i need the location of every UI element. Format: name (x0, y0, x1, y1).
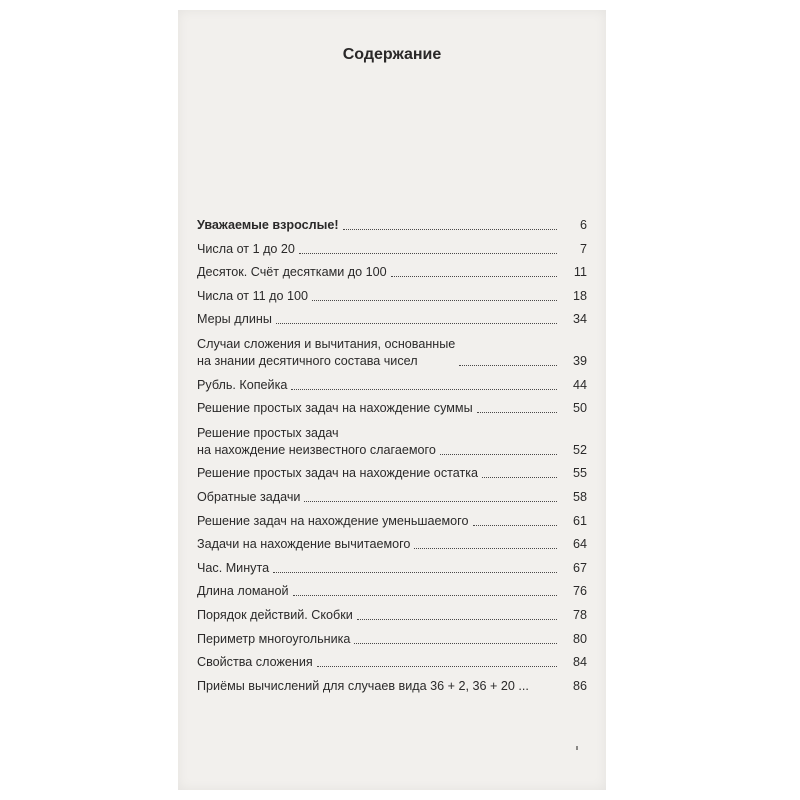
toc-entry-title: Решение простых задач на нахождение суммы (197, 401, 473, 416)
dot-leader (473, 525, 558, 526)
toc-entry[interactable] (197, 489, 587, 506)
toc-entry-title-line1: Решение простых задач (197, 425, 339, 440)
toc-entry[interactable] (197, 536, 587, 553)
toc-entry-page: 39 (572, 353, 587, 368)
dot-leader (317, 666, 557, 667)
toc-entry-title: Числа от 11 до 100 (197, 288, 309, 303)
dot-leader (273, 572, 557, 573)
toc-entry[interactable] (197, 513, 587, 530)
dot-leader (312, 300, 557, 301)
toc-entry[interactable] (197, 241, 587, 258)
toc-entry-page: 50 (572, 401, 587, 416)
dot-leader (354, 643, 557, 644)
toc-entry-page: 80 (572, 631, 587, 646)
dot-leader (276, 323, 557, 324)
toc-entry-page: 18 (572, 288, 587, 303)
dot-leader (440, 454, 557, 455)
toc-entry-title: Уважаемые взрослые! (197, 218, 339, 232)
toc-entry-title: Приёмы вычислений для случаев вида 36 + 2, 36 + 20 ... (197, 678, 529, 693)
toc-entry-page: 84 (572, 655, 587, 670)
toc-entry-page: 76 (572, 584, 587, 599)
toc-entry-page: 34 (572, 312, 587, 327)
toc-entry-title: Длина ломаной (197, 584, 289, 599)
toc-entry-page: 78 (572, 607, 587, 622)
toc-entry-title: Обратные задачи (197, 489, 301, 504)
toc-entry-title: Меры длины (197, 312, 272, 327)
page-mark (576, 746, 578, 750)
toc-entry[interactable] (197, 678, 587, 695)
dot-leader (391, 276, 557, 277)
toc-entry-page: 58 (572, 489, 587, 504)
page-title: Содержание (342, 46, 442, 63)
toc-entry[interactable] (197, 465, 587, 482)
toc-entry[interactable] (197, 377, 587, 394)
toc-entry[interactable] (197, 607, 587, 624)
toc-entry-title: Задачи на нахождение вычитаемого (197, 537, 411, 552)
toc-entry[interactable] (197, 335, 587, 370)
toc-entry[interactable] (197, 583, 587, 600)
toc-entry-page: 61 (572, 513, 587, 528)
toc-entry-page: 67 (572, 560, 587, 575)
toc-entry-title-line1: Случаи сложения и вычитания, основанные (197, 336, 456, 351)
dot-leader (482, 477, 557, 478)
toc-entry-title: Свойства сложения (197, 655, 313, 670)
toc-entry[interactable] (197, 311, 587, 328)
dot-leader (357, 619, 557, 620)
toc-entry-title: Решение задач на нахождение уменьшаемого (197, 513, 469, 528)
toc-entry-title: Числа от 1 до 20 (197, 241, 295, 256)
toc-entry-page: 64 (572, 537, 587, 552)
toc-entry[interactable] (197, 264, 587, 281)
toc-entry-page: 11 (573, 265, 587, 280)
toc-entry-page: 7 (579, 241, 587, 256)
toc-entry-page: 44 (572, 377, 587, 392)
toc-entry-title-line2: на нахождение неизвестного слагаемого (197, 442, 436, 457)
dot-leader (299, 253, 557, 254)
toc-entry[interactable] (197, 631, 587, 648)
dot-leader (293, 595, 557, 596)
dot-leader (304, 501, 557, 502)
dot-leader (477, 412, 557, 413)
toc-entry[interactable] (197, 288, 587, 305)
toc-entry[interactable] (197, 654, 587, 671)
toc-entry-title: Решение простых задач на нахождение остатка (197, 466, 479, 481)
toc-entry-title: Рубль. Копейка (197, 377, 288, 392)
dot-leader (414, 548, 557, 549)
toc-entry[interactable] (197, 560, 587, 577)
toc-entry[interactable] (197, 400, 587, 417)
toc-entry-title: Десяток. Счёт десятками до 100 (197, 265, 387, 280)
toc-entry-page: 86 (572, 678, 587, 693)
toc-entry-title: Порядок действий. Скобки (197, 607, 353, 622)
dot-leader (291, 389, 557, 390)
toc-entry-title: Час. Минута (197, 560, 270, 575)
dot-leader (459, 365, 557, 366)
toc-entry-page: 55 (572, 466, 587, 481)
toc-entry-title (197, 336, 455, 370)
table-of-contents (197, 217, 587, 701)
toc-entry-page: 6 (579, 218, 587, 232)
dot-leader (343, 229, 557, 230)
toc-entry[interactable] (197, 217, 587, 234)
toc-entry-title: Периметр многоугольника (197, 631, 351, 646)
toc-entry-page: 52 (572, 442, 587, 457)
toc-entry-title-line2: на знании десятичного состава чисел (197, 353, 418, 368)
toc-entry-title (197, 425, 436, 459)
toc-entry[interactable] (197, 424, 587, 459)
